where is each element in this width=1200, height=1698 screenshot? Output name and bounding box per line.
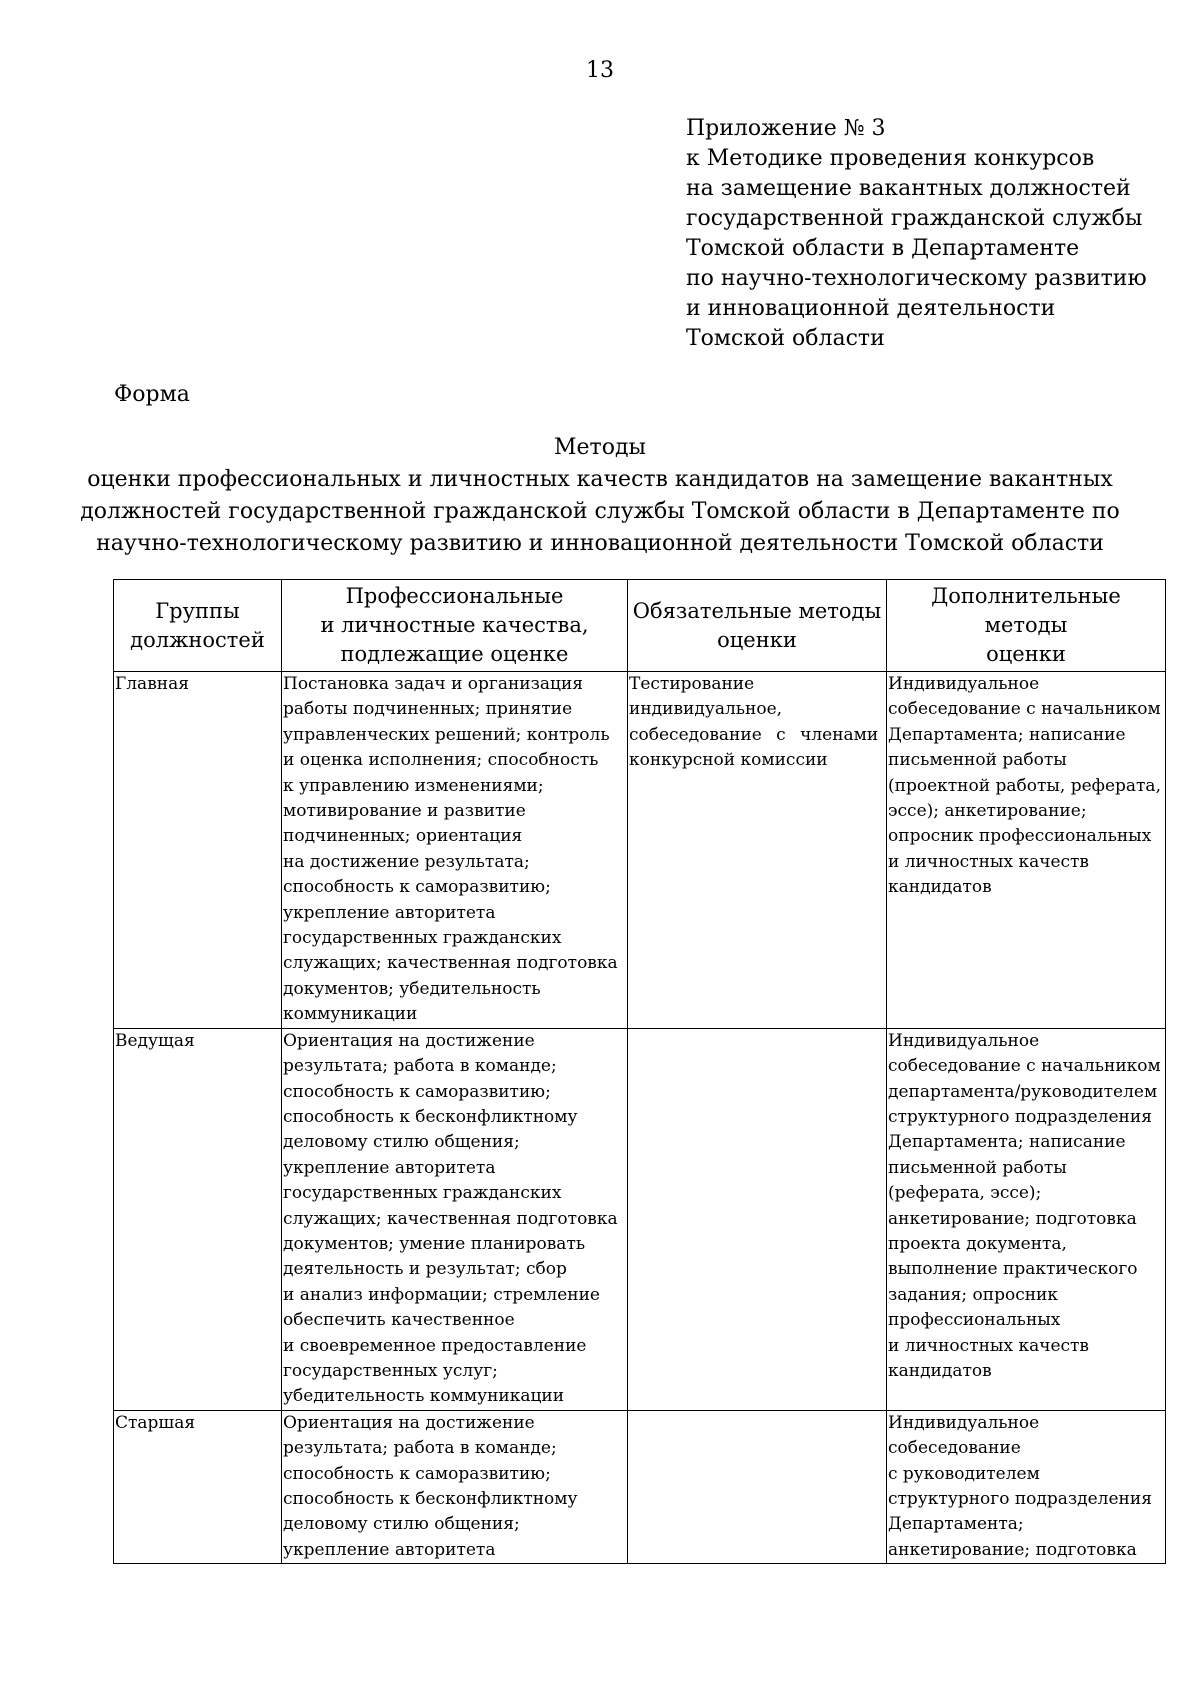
cell-line: укрепление авторитета xyxy=(283,902,496,923)
cell-line: и личностных качеств xyxy=(888,851,1090,872)
cell-line: результата; работа в команде; xyxy=(283,1438,557,1459)
header-line: подлежащие оценке xyxy=(340,642,569,666)
header-line: Дополнительные методы xyxy=(931,584,1121,637)
appendix-line: Приложение № 3 xyxy=(686,116,886,141)
cell-line: и оценка исполнения; способность xyxy=(283,750,599,771)
cell-line: способность к бесконфликтному xyxy=(283,1489,578,1509)
cell-line: собеседование xyxy=(888,1438,1021,1459)
cell-line: подчиненных; ориентация xyxy=(283,826,523,847)
cell-line: анкетирование; подготовка xyxy=(888,1539,1137,1560)
cell-line: способность к саморазвитию; xyxy=(283,877,551,898)
cell-line: результата; работа в команде; xyxy=(283,1056,557,1077)
cell-line: письменной работы xyxy=(888,750,1067,771)
cell-line: и своевременное предоставление xyxy=(283,1335,587,1356)
cell-line: служащих; качественная подготовка xyxy=(283,953,618,974)
cell-line: служащих; качественная подготовка xyxy=(283,1208,618,1229)
cell-required-methods xyxy=(628,1028,887,1410)
cell-line: способность к саморазвитию; xyxy=(283,1081,551,1102)
header-qualities xyxy=(282,580,628,672)
cell-line: Ориентация на достижение xyxy=(283,1030,535,1051)
header-line: Обязательные методы xyxy=(632,598,882,623)
cell-qualities xyxy=(282,672,628,1029)
cell-line: Индивидуальное xyxy=(888,1030,1040,1051)
cell-line: деятельность и результат; сбор xyxy=(283,1259,567,1280)
page-number: 13 xyxy=(586,58,614,83)
cell-qualities xyxy=(282,1028,628,1410)
cell-line: Старшая xyxy=(115,1412,196,1433)
cell-line: эссе); анкетирование; xyxy=(888,801,1087,822)
cell-line: мотивирование и развитие xyxy=(283,801,526,822)
cell-line: обеспечить качественное xyxy=(283,1310,515,1331)
cell-line: (проектной работы, реферата, xyxy=(888,775,1161,796)
cell-line: коммуникации xyxy=(283,1004,418,1025)
cell-line: деловому стилю общения; xyxy=(283,1514,520,1535)
cell-line: структурного подразделения xyxy=(888,1106,1152,1127)
title-line: научно-технологическому развитию и инновационной деятельности Томской области xyxy=(96,531,1104,556)
cell-required-methods xyxy=(628,672,887,1029)
cell-line: индивидуальное, xyxy=(629,699,783,720)
title-line: должностей государственной гражданской службы Томской области в Департаменте по xyxy=(80,499,1120,524)
cell-line: собеседование с начальником xyxy=(888,699,1161,720)
cell-line: Департамента; написание xyxy=(888,1132,1126,1153)
cell-line: собеседование с начальником xyxy=(888,1056,1161,1077)
table-header-row xyxy=(114,580,1166,672)
header-additional-methods xyxy=(887,580,1166,672)
cell-line: способность к бесконфликтному xyxy=(283,1106,578,1127)
appendix-line: к Методике проведения конкурсов xyxy=(686,146,1095,171)
cell-line: профессиональных xyxy=(888,1310,1061,1331)
cell-line: выполнение практического xyxy=(888,1259,1138,1280)
cell-line: кандидатов xyxy=(888,1360,992,1381)
cell-line: на достижение результата; xyxy=(283,851,530,872)
cell-qualities xyxy=(282,1410,628,1563)
cell-additional-methods xyxy=(887,1028,1166,1410)
appendix-line: Томской области xyxy=(686,326,885,351)
header-line: и личностные качества, xyxy=(320,613,589,637)
cell-line: Ведущая xyxy=(115,1030,195,1051)
cell-required-methods xyxy=(628,1410,887,1563)
cell-line: кандидатов xyxy=(888,877,992,898)
header-line: оценки xyxy=(986,642,1066,666)
cell-line: собеседование с членами xyxy=(629,724,879,745)
header-required-methods xyxy=(628,580,887,672)
cell-line: и анализ информации; стремление xyxy=(283,1284,600,1305)
form-label: Форма xyxy=(114,382,190,407)
header-groups xyxy=(114,580,282,672)
cell-line: государственных гражданских xyxy=(283,1183,562,1204)
cell-line: опросник профессиональных xyxy=(888,826,1152,847)
cell-line: конкурсной комиссии xyxy=(629,750,828,771)
title-line: оценки профессиональных и личностных качеств кандидатов на замещение вакантных xyxy=(87,467,1113,492)
cell-line: документов; умение планировать xyxy=(283,1233,586,1254)
cell-line: Департамента; написание xyxy=(888,724,1126,745)
cell-line: убедительность коммуникации xyxy=(283,1386,565,1407)
header-line: оценки xyxy=(717,627,797,652)
cell-group xyxy=(114,1028,282,1410)
appendix-line: по научно-технологическому развитию xyxy=(686,266,1147,291)
cell-additional-methods xyxy=(887,1410,1166,1563)
cell-line: государственных гражданских xyxy=(283,928,562,949)
cell-line: управленческих решений; контроль xyxy=(283,724,610,745)
document-title xyxy=(0,432,1200,560)
cell-line: укрепление авторитета xyxy=(283,1157,496,1178)
cell-group xyxy=(114,672,282,1029)
cell-line: деловому стилю общения; xyxy=(283,1132,520,1153)
cell-line: Департамента; xyxy=(888,1514,1024,1535)
cell-line: задания; опросник xyxy=(888,1284,1059,1305)
cell-line: государственных услуг; xyxy=(283,1360,498,1381)
cell-line: (реферата, эссе); xyxy=(888,1183,1042,1204)
cell-line: Главная xyxy=(115,674,189,694)
cell-line: работы подчиненных; принятие xyxy=(283,699,573,720)
cell-line: анкетирование; подготовка xyxy=(888,1208,1137,1229)
cell-line: проекта документа, xyxy=(888,1233,1067,1254)
cell-line: письменной работы xyxy=(888,1157,1067,1178)
cell-additional-methods xyxy=(887,672,1166,1029)
cell-line: к управлению изменениями; xyxy=(283,775,544,796)
header-line: должностей xyxy=(130,627,265,652)
cell-line: Ориентация на достижение xyxy=(283,1412,535,1433)
cell-line: Постановка задач и организация xyxy=(283,674,584,694)
cell-line: Индивидуальное xyxy=(888,674,1040,694)
cell-line: с руководителем xyxy=(888,1463,1040,1484)
table-row xyxy=(114,1028,1166,1410)
cell-line: укрепление авторитета xyxy=(283,1539,496,1560)
appendix-line: на замещение вакантных должностей xyxy=(686,176,1131,201)
cell-line: документов; убедительность xyxy=(283,978,541,999)
cell-line: Индивидуальное xyxy=(888,1412,1040,1433)
appendix-line: государственной гражданской службы xyxy=(686,206,1143,231)
table-row xyxy=(114,672,1166,1029)
header-line: Группы xyxy=(155,598,240,623)
cell-line: Тестирование xyxy=(629,674,755,694)
appendix-header xyxy=(686,114,1147,354)
title-line: Методы xyxy=(553,435,647,460)
cell-line: структурного подразделения xyxy=(888,1489,1152,1509)
header-line: Профессиональные xyxy=(345,584,564,608)
methods-table xyxy=(113,579,1166,1564)
cell-line: департамента/руководителем xyxy=(888,1081,1158,1102)
appendix-line: и инновационной деятельности xyxy=(686,296,1056,321)
cell-line: способность к саморазвитию; xyxy=(283,1463,551,1484)
appendix-line: Томской области в Департаменте xyxy=(686,236,1080,261)
table-row xyxy=(114,1410,1166,1563)
cell-line: и личностных качеств xyxy=(888,1335,1090,1356)
cell-group xyxy=(114,1410,282,1563)
